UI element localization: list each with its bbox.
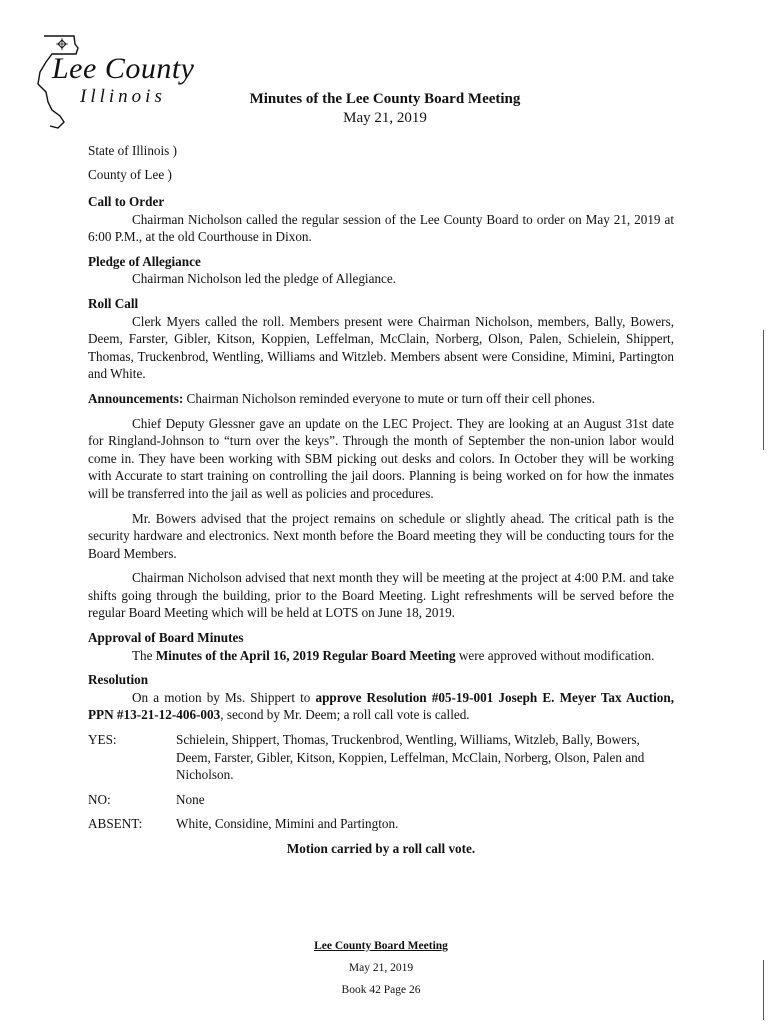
minutes-body bbox=[88, 193, 674, 858]
approval-text-post: were approved without modification. bbox=[455, 647, 655, 663]
page-title: Minutes of the Lee County Board Meeting bbox=[249, 91, 521, 107]
approval-section bbox=[88, 629, 674, 664]
yes-names: Schielein, Shippert, Thomas, Truckenbrod, Wentling, Williams, Witzleb, Bally, Bowers, Deem, Farster, Gibler, Kitson, Koppien, Leffelman, McClain, Norberg, Olson, Palen and Nicholson. bbox=[176, 732, 645, 783]
vote-result: Motion carried by a roll call vote. bbox=[286, 841, 476, 856]
call-to-order-text: Chairman Nicholson called the regular session of the Lee County Board to order on May 21, 2019 at 6:00 P.M., at the old Courthouse in Dixon. bbox=[88, 211, 674, 245]
bowers-paragraph: Mr. Bowers advised that the project remains on schedule or slightly ahead. The critical path is the security hardware and electronics. Next month before the Board meeting they will be conducting tours for the Board Members. bbox=[88, 510, 674, 561]
state-line: State of Illinois ) bbox=[88, 143, 178, 158]
absent-names: White, Considine, Mimini and Partington. bbox=[176, 816, 399, 832]
page-footer bbox=[88, 935, 674, 1001]
logo-county-text: Lee County bbox=[52, 52, 195, 85]
approval-text bbox=[88, 647, 674, 665]
call-to-order-section bbox=[88, 193, 674, 246]
absent-label: ABSENT: bbox=[88, 816, 143, 832]
yes-label: YES: bbox=[88, 732, 117, 748]
resolution-text bbox=[88, 689, 674, 724]
vote-row-no bbox=[88, 791, 674, 809]
vote-table bbox=[88, 731, 674, 858]
footer-title: Lee County Board Meeting bbox=[314, 940, 448, 952]
logo-state-text: Illinois bbox=[80, 86, 166, 107]
vote-row-absent bbox=[88, 815, 674, 833]
announcements-label: Announcements: bbox=[88, 390, 184, 406]
no-label: NO: bbox=[88, 791, 111, 807]
pledge-heading: Pledge of Allegiance bbox=[88, 253, 201, 269]
approval-heading: Approval of Board Minutes bbox=[88, 630, 244, 646]
announcements-section bbox=[88, 390, 674, 622]
footer-date: May 21, 2019 bbox=[348, 962, 414, 974]
roll-call-heading: Roll Call bbox=[88, 295, 139, 311]
resolution-text-pre: On a motion by Ms. Shippert to bbox=[132, 689, 316, 705]
scan-edge-mark bbox=[763, 960, 764, 1020]
scan-edge-mark bbox=[763, 330, 764, 450]
nicholson-paragraph: Chairman Nicholson advised that next month they will be meeting at the project at 4:00 P.M. and take shifts going through the building, prior to the Board Meeting. Light refreshments will be served before the regular Board Meeting which will be held at LOTS on June 18, 2019. bbox=[88, 570, 674, 621]
footer-book-page: Book 42 Page 26 bbox=[341, 984, 421, 996]
header bbox=[190, 90, 580, 128]
resolution-section bbox=[88, 671, 674, 724]
pledge-section bbox=[88, 253, 674, 288]
call-to-order-heading: Call to Order bbox=[88, 194, 165, 209]
announcements-line bbox=[88, 390, 674, 408]
meeting-date: May 21, 2019 bbox=[343, 110, 427, 126]
lec-update-paragraph: Chief Deputy Glessner gave an update on the LEC Project. They are looking at an August 31st date for Ringland-Johnson to “turn over the keys”. Through the month of September the non-union labor would come in. They have been working with SBM picking out desks and colors. In October they will be working with Accurate to start training on controlling the jail doors. Planning is being worked on for how the inmates will be transferred into the jail as well as policies and procedures. bbox=[88, 415, 674, 501]
pledge-text: Chairman Nicholson led the pledge of Allegiance. bbox=[132, 271, 397, 287]
roll-call-section bbox=[88, 295, 674, 383]
approval-text-bold: Minutes of the April 16, 2019 Regular Board Meeting bbox=[155, 647, 456, 663]
venue-lines bbox=[88, 142, 177, 190]
resolution-text-post: , second by Mr. Deem; a roll call vote is called. bbox=[220, 707, 470, 723]
roll-call-text: Clerk Myers called the roll. Members present were Chairman Nicholson, members, Bally, Bowers, Deem, Farster, Gibler, Kitson, Koppien, Leffelman, McClain, Norberg, Olson, Palen, Schielein, Shippert, Thomas, Truckenbrod, Wentling, Williams and Witzleb. Members absent were Considine, Mimini, Partington and White. bbox=[88, 313, 674, 382]
vote-row-yes bbox=[88, 731, 674, 784]
resolution-heading: Resolution bbox=[88, 672, 149, 688]
no-names: None bbox=[176, 791, 205, 807]
approval-text-pre: The bbox=[132, 647, 156, 663]
announcements-text: Chairman Nicholson reminded everyone to mute or turn off their cell phones. bbox=[186, 390, 596, 406]
resolution-text-bold: approve Resolution #05-19-001 Joseph E. Meyer Tax Auction, PPN #13-21-12-406-003 bbox=[88, 689, 674, 723]
county-line: County of Lee ) bbox=[88, 167, 172, 182]
